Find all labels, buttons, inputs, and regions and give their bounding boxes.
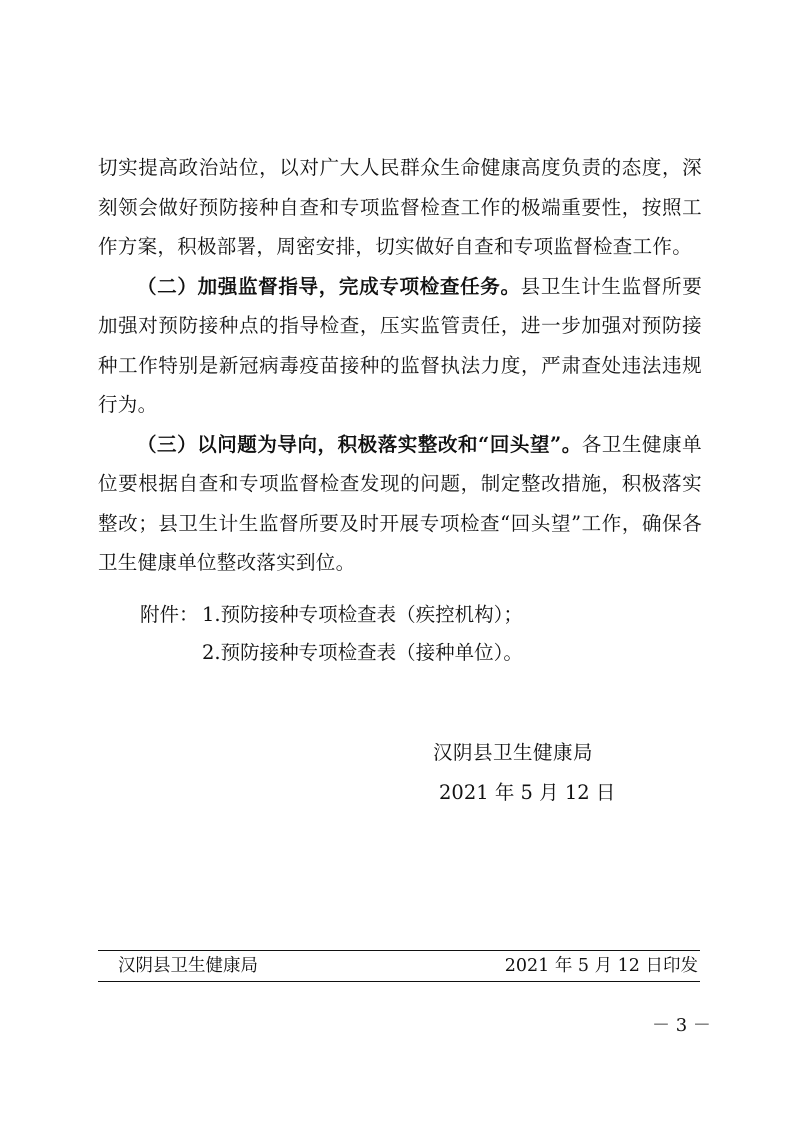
paragraph-heading: （三）以问题为导向，积极落实整改和“回头望”。	[137, 432, 582, 456]
attachments-label: 附件：	[140, 603, 199, 626]
paragraph-heading: （二）加强监督指导，完成专项检查任务。	[137, 274, 521, 298]
signature-block	[425, 733, 615, 813]
paragraph-text: 县卫生计生监督所要加强对预防接种点的指导检查，压实监管责任，进一步加强对预防接种工作特别是新冠病毒疫苗接种的监督执法力度，严肃查处违法违规行为。	[98, 274, 702, 416]
paragraph-text: 切实提高政治站位，以对广大人民群众生命健康高度负责的态度，深刻领会做好预防接种自查和专项监督检查工作的极端重要性，按照工作方案，积极部署，周密安排，切实做好自查和专项监督检查工作。	[98, 156, 702, 258]
attachment-item: 2.预防接种专项检查表（接种单位）。	[202, 641, 523, 664]
signature-organization: 汉阴县卫生健康局	[433, 741, 594, 764]
attachment-row	[140, 596, 523, 634]
paragraph-text: 各卫生健康单位要根据自查和专项监督检查发现的问题，制定整改措施，积极落实整改；县卫生计生监督所要及时开展专项检查“回头望”工作，确保各卫生健康单位整改落实到位。	[98, 432, 702, 574]
footer-organization: 汉阴县卫生健康局	[118, 956, 258, 976]
signature-date: 2021 年 5 月 12 日	[439, 781, 616, 804]
attachment-item: 1.预防接种专项检查表（疾控机构）；	[202, 603, 523, 626]
paragraph-continuation	[98, 148, 702, 267]
document-body	[98, 148, 702, 583]
page-number: － 3 －	[652, 1015, 711, 1036]
footer-rule-bottom	[98, 981, 700, 982]
footer-imprint	[118, 953, 698, 979]
paragraph-rectification	[98, 425, 702, 583]
attachments-label-spacer	[140, 634, 202, 672]
footer-issue-date: 2021 年 5 月 12 日印发	[504, 956, 698, 976]
attachments-list	[140, 596, 523, 672]
paragraph-supervision	[98, 267, 702, 425]
attachment-row	[140, 634, 523, 672]
footer-rule-top	[98, 950, 700, 951]
